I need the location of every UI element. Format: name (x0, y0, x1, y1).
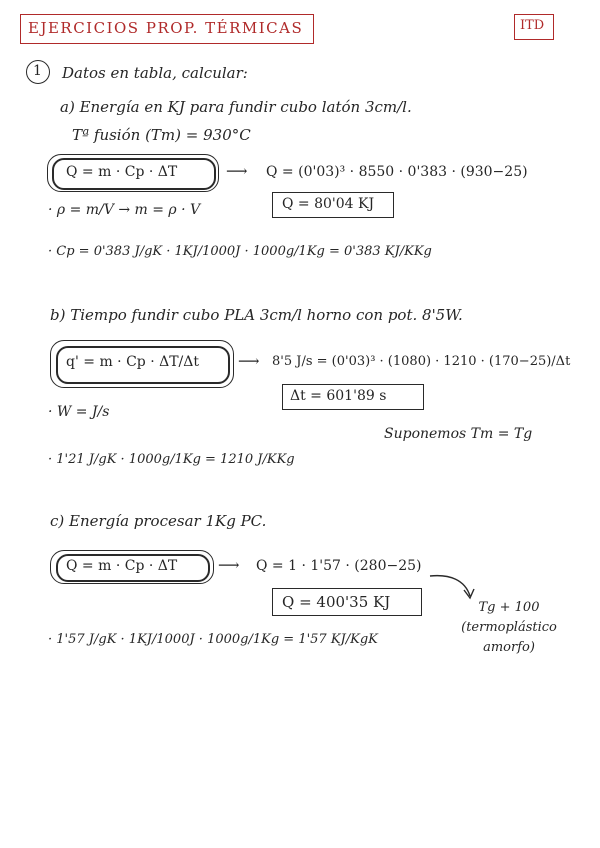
part-b-substitution: 8'5 J/s = (0'03)³ · (1080) · 1210 · (170−25)/Δt (272, 354, 571, 369)
part-c-formula: Q = m · Cp · ΔT (66, 558, 178, 574)
part-a-result: Q = 80'04 KJ (282, 196, 375, 212)
exercise-number: 1 (33, 63, 42, 79)
part-c-statement: c) Energía procesar 1Kg PC. (50, 512, 267, 530)
page-title: EJERCICIOS PROP. TÉRMICAS (28, 19, 304, 37)
part-a-arrow: ⟶ (226, 162, 248, 180)
part-a-given: Tª fusión (Tm) = 930°C (72, 126, 251, 144)
part-c-substitution: Q = 1 · 1'57 · (280−25) (256, 558, 422, 574)
part-b-statement: b) Tiempo fundir cubo PLA 3cm/l horno con pot. 8'5W. (50, 306, 463, 324)
exercise-intro: Datos en tabla, calcular: (62, 64, 248, 82)
part-a-substitution: Q = (0'03)³ · 8550 · 0'383 · (930−25) (266, 164, 528, 180)
part-c-note: Tg + 100 (termoplástico amorfo) (461, 600, 557, 655)
part-c-arrow: ⟶ (218, 556, 240, 574)
part-c-cp-conversion: · 1'57 J/gK · 1KJ/1000J · 1000g/1Kg = 1'57 KJ/KgK (48, 632, 378, 647)
part-a-note-rho: · ρ = m/V → m = ρ · V (48, 202, 201, 218)
part-b-assumption: Suponemos Tm = Tg (384, 426, 533, 442)
part-b-cp-conversion: · 1'21 J/gK · 1000g/1Kg = 1210 J/KKg (48, 452, 295, 467)
header-tag: ITD (520, 18, 545, 33)
part-c-result: Q = 400'35 KJ (282, 593, 391, 611)
part-a-cp-conversion: · Cp = 0'383 J/gK · 1KJ/1000J · 1000g/1Kg = 0'383 KJ/KKg (48, 244, 432, 259)
part-b-note-w: · W = J/s (48, 404, 110, 420)
part-a-formula: Q = m · Cp · ΔT (66, 164, 178, 180)
part-a-statement: a) Energía en KJ para fundir cubo latón 3cm/l. (60, 98, 412, 116)
part-b-arrow: ⟶ (238, 352, 260, 370)
part-b-result: Δt = 601'89 s (290, 388, 387, 404)
part-b-formula: q' = m · Cp · ΔT/Δt (66, 354, 199, 370)
